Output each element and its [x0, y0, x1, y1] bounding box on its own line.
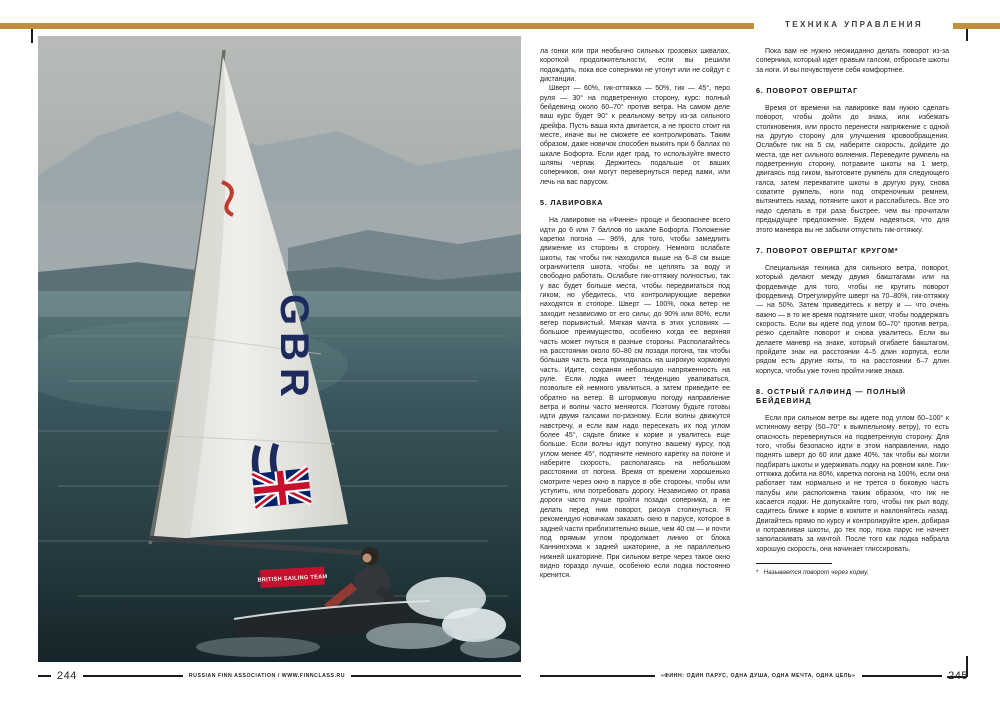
paragraph: Шверт — 60%, гик-оттяжка — 50%, гик — 45°, перо руля — 30° на подветренную сторону, курс: полный бейдевинд около 60–70° против ветра. На самом деле ваш курс будет 90° к реальному ветру из-за сильного дрейфа. Пусть ваша яхта двигается, а не просто стоит на месте, иначе вы не сможете ее контролировать. Таким образом, даже новичок способен выжить при 6 баллах по шкале Бофорта. Если идет град, то используйте вместо шляпы черпак. Держитесь подальше от ваших соперников, они могут перевернуться перед вами, или лечь на вас парусом. — [540, 85, 730, 186]
sailing-photo-svg — [38, 36, 521, 662]
sailing-photo — [38, 36, 521, 662]
footer-rule — [38, 675, 51, 676]
text-column-2 — [756, 47, 949, 577]
footnote-text: Называется поворот через корму. — [763, 569, 869, 577]
section-heading-7: 7. ПОВОРОТ ОВЕРШТАГ КРУГОМ* — [756, 245, 899, 255]
paragraph: Специальная техника для сильного ветра, поворот, который делают между двумя бакштагами или на фордевинде для того, чтобы не крутить поворот фордевинд. Отрегулируйте шверт на 70–80%, гик-оттяжку — на 50%. Затем приведитесь к ветру и — что очень важно — в то же время подтяните шкот, чтобы поддержать скорость. Если вы идете под углом 60–70° против ветра, резко сделайте поворот и снова увалитесь. Если вы делаете маневр на знаке, который огибаете бакштагом, пройдите знак на расстоянии 4–5 длин корпуса, если рядом есть другие яхты, то на расстоянии 6–7 длин корпуса, чтобы уже точно пройти ниже знака. — [756, 264, 949, 375]
footnote-rule — [756, 563, 832, 564]
page-number-left: 244 — [57, 670, 77, 682]
footer-caption-left: RUSSIAN FINN ASSOCIATION / WWW.FINNCLASS.RU — [188, 673, 346, 679]
paragraph: Время от времени на лавировке вам нужно сделать поворот, чтобы дойти до знака, или избежать столкновения, или просто перенести напряжение с одной на другую сторону для улучшения кровообращения. Ослабьте гик на 5 см, наберите скорость, дойдите до места, где нет сильного волнения. Переведите румпель на подветренную сторону, потравите шкоты на 1 метр, двигаясь под гиком, выготовите румпель для следующего галса, затем перехватите шкоты в другую руку, снова схватите румпель, ноги под откреночным ремнем, вытянитесь назад, потяните шкот и расслабьтесь. Все это надо сделать в три раза быстрее, чем вы прочитали предыдущее предложение. Будем надеяться, что для этого маневра вы не забыли отпустить гик-оттяжку. — [756, 105, 949, 234]
section-heading-8: 8. ОСТРЫЙ ГАЛФИНД — ПОЛНЫЙ БЕЙДЕВИНД — [756, 386, 907, 405]
section-heading-6: 6. ПОВОРОТ ОВЕРШТАГ — [756, 86, 859, 96]
page-number-right: 245 — [948, 670, 968, 682]
paragraph: ла гонки или при необычно сильных грозовых шквалах, короткой продолжительности, если вы решили подождать, пока все соперники не утонут или не сойдут с дистанции. — [540, 48, 730, 84]
team-banner-text: BRITISH SAILING TEAM — [257, 573, 328, 584]
footnote-marker: * — [756, 569, 759, 577]
footer-rule — [351, 675, 521, 676]
paragraph: На лавировке на «Финне» проще и безопаснее всего идти до 6 или 7 баллов по шкале Бофорта. Положение каретки погона — 96%, для того, чтобы замедлить движение из стороны в сторону. Немного ослабьте шкоты, так чтобы гик находился выше на 6–8 см выше ограничителя шкота, чтобы не цеплять за воду и свободно работать. Ослабьте гик-оттяжку полностью, так у вас будет больше места, чтобы передвигаться под гиком, но убедитесь, что контролирующие веревки находятся в стопоре. Шверт — 100%, пока ветер не заходит независимо от его силы; до 90% или 80%, если ветер порывистый. Мягкая мачта в этих условиях — большое преимущество, особенно когда ее верхняя часть может гнуться в разные стороны. Располагайтесь на расстоянии около 60–80 см позади погона, так чтобы бо́льшая часть веса приходилась на широкую кормовую часть. Идите, сохраняя небольшую напряженность на руле. Если лодка имеет тенденцию уваливаться, позвольте ей немного увалиться, а затем приведите ее обратно на ветер. В штормовую погоду направление ветра и волны часто меняются. Поэтому будьте готовы идти двумя галсами по-разному. Если волны движутся навстречу, и если вам надо пересекать их под углом более 45°, сядьте ближе к корме и увалитесь еще больше. Если волны идут попутно вашему курсу, под углом менее 45°, подтяните немного каретку на погоне и наберите скорость, располагаясь на небольшом расстоянии от погона. Время от времени хорошенько смотрите через окно в парусе в обе стороны, чтобы или уступить, или потребовать дорогу. Независимо от права дороги часто лучше пройти позади соперника, а не делать перед ним поворот, рискуя столкнуться. Я рекомендую новичкам заказать окно в парусе, которое в задней части приблизительно выше, чем 40 см — и почти под прямым углом продолжает линию от блока Каннингхэма к задней шкаторине, а не параллельно нижней шкаторине. При сильном ветре через такое окно видно гораздо лучше, особенно если лодка постоянно кренится. — [540, 217, 730, 580]
corner-mark-top-right — [966, 29, 968, 41]
footer-caption-right: «ФИНН: ОДИН ПАРУС, ОДНА ДУША, ОДНА МЕЧТА, ОДНА ЦЕЛЬ» — [661, 673, 856, 679]
paragraph: Если при сильном ветре вы идете под углом 60–100° к истинному ветру (50–70° к вымпельному ветру), то есть опасность перевернуться на подветренную сторону. Для того, чтобы безопасно идти в этом направлении, надо поднять шверт до 60 или даже 40%, так чтобы вы могли подбирать шкоты и удерживать лодку на ровном киле. Гик-оттяжка добита на 80%, каретка погона на 100%, если она работает там нормально и не трется о боковую часть палубы или расположена таким образом, что гик не касается лодки. Не допускайте того, чтобы гик рыл воду, садитесь ближе к корме в кокпите и наклоняйтесь назад. Двигайтесь прямо по курсу и контролируйте крен, добирая и потравливая шкоты, до тех пор, пока парус не начнет заполаскивать за мачтой. После того как лодка набрала хорошую скорость, она начинает глиссировать. — [756, 414, 949, 553]
top-gold-rule-right — [953, 23, 1000, 29]
running-head: ТЕХНИКА УПРАВЛЕНИЯ — [784, 20, 924, 29]
team-banner — [257, 566, 328, 588]
footer-rule — [862, 675, 943, 676]
footnote — [756, 563, 949, 577]
paragraph: Пока вам не нужно неожиданно делать поворот из-за соперника, который идет правым галсом, отбросьте шкоты за ноги. И вы почувствуете себя комфортнее. — [756, 48, 949, 74]
sail-national-letters: GBR — [272, 294, 316, 404]
corner-mark-top-left — [31, 29, 33, 43]
top-gold-rule — [0, 23, 754, 29]
section-heading-5: 5. ЛАВИРОВКА — [540, 198, 604, 208]
footer-left-page — [38, 671, 521, 681]
footer-rule — [540, 675, 655, 676]
union-jack-flag — [252, 468, 311, 508]
text-column-1 — [540, 47, 730, 581]
footer-right-page — [540, 671, 968, 681]
footer-rule — [83, 675, 183, 676]
